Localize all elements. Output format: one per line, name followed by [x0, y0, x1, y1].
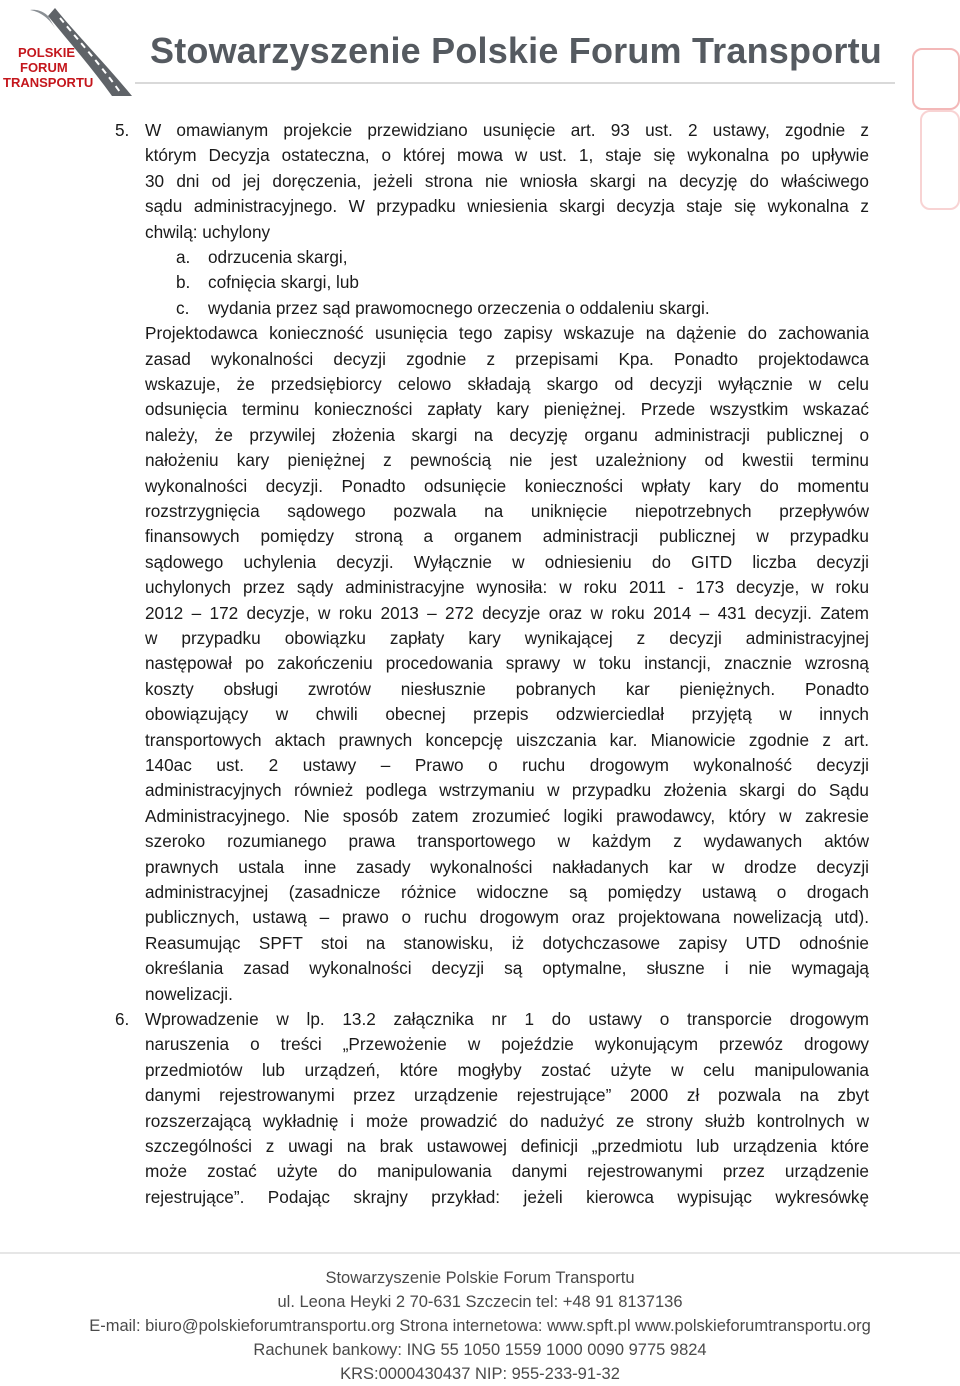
- sublist-letter: b.: [176, 272, 191, 293]
- text-line: wykonalności decyzji. Ponadto odsunięcie konieczności wpłaty kary do momentu: [145, 475, 869, 496]
- text-line: Reasumując SPFT stoi na stanowisku, iż dotychczasowe zapisy UTD odnośnie: [145, 932, 869, 953]
- text-line: nałożeniu kary pieniężnej z pewnością nie jest uzależniony od kwestii terminu: [145, 450, 869, 471]
- footer-address: ul. Leona Heyki 2 70-631 Szczecin tel: +48 91 8137136: [277, 1293, 683, 1311]
- text-line: naruszenia o treści „Przewożenie w pojeździe wykonującym przewóz drogowy: [145, 1034, 869, 1055]
- text-line: sądowego uchylenia decyzji. Wyłącznie w odniesieniu do GITD liczba decyzji: [145, 551, 869, 572]
- text-line: obowiązujący w chwili obecnej przepis odzwierciedlał przyjętą w innych: [145, 704, 869, 725]
- text-line: należy, że przywilej złożenia skargi na decyzję organu administracji publicznej o: [145, 424, 869, 445]
- logo-text-line2: FORUM: [20, 60, 68, 75]
- logo-text-line3: TRANSPORTU: [3, 75, 94, 90]
- text-line: administracyjnej (zasadnicze różnice widoczne są pomiędzy ustawą o drogach: [145, 882, 869, 902]
- text-line: administracyjnych również podlega wstrzymaniu w przypadku złożenia skargi do Sądu: [145, 780, 869, 801]
- decorative-frame-top: [912, 48, 960, 110]
- item-number-6: 6.: [115, 1009, 130, 1029]
- sublist-text: wydania przez sąd prawomocnego orzeczenia o oddaleniu skargi.: [208, 297, 710, 318]
- text-line: określania zasad wykonalności decyzji są optymalne, słuszne i nie wymagają: [145, 958, 869, 979]
- text-line: Administracyjnego. Nie sposób zatem zrozumieć logiki prawodawcy, który w zakresie: [145, 805, 869, 826]
- text-line: rozszerzającą wykładnię i może prowadzić do nadużyć ze strony służb kontrolnych w: [145, 1110, 869, 1131]
- text-line: wskazuje, że przedsiębiorcy celowo składają skargo od decyzji wyłącznie w celu: [145, 374, 869, 394]
- footer-registry: KRS:0000430437 NIP: 955-233-91-32: [340, 1365, 620, 1383]
- letterhead: [0, 0, 960, 110]
- footer-org-name: Stowarzyszenie Polskie Forum Transportu: [325, 1269, 635, 1287]
- text-line: zasad wykonalności decyzji zgodnie z przepisami Kpa. Ponadto projektodawca: [145, 348, 869, 369]
- text-line: rejestrujące”. Podając skrajny przykład: jeżeli kierowca wypisując wykresówkę: [145, 1186, 869, 1207]
- text-line: rozstrzygnięcia sądowego pozwala na uniknięcie niepotrzebnych przepływów: [145, 501, 869, 521]
- header-divider: [135, 82, 895, 84]
- text-line: prawnych ustala inne zasady wykonalności nakładanych kar w drodze decyzji: [145, 856, 869, 877]
- sublist-letter: a.: [176, 247, 191, 267]
- text-line: Wprowadzenie w lp. 13.2 załącznika nr 1 do ustawy o transporcie drogowym: [145, 1009, 869, 1029]
- text-line: może zostać użyte do manipulowania danymi rejestrowanymi przez urządzenie: [145, 1161, 869, 1182]
- text-line: publicznych, ustawą – prawo o ruchu drogowym oraz projektowana nowelizacją utd).: [145, 907, 869, 928]
- text-line: w przypadku obowiązku zapłaty kary wynikającej z decyzji administracyjnej: [145, 628, 869, 648]
- text-line: uchylonych przez sądy administracyjne wynosiła: w roku 2011 - 173 decyzje, w roku: [145, 577, 869, 598]
- text-line: szczególności z uwagi na brak ustawowej definicji „przedmiotu lub urządzenia które: [145, 1136, 869, 1156]
- text-line: koszty obsługi zwrotów niesłusznie pobranych kar pieniężnych. Ponadto: [145, 678, 869, 699]
- text-line: sądu administracyjnego. W przypadku wniesienia skargi decyzja staje się wykonalna z: [145, 196, 869, 217]
- sublist-letter: c.: [176, 297, 190, 318]
- item-number-5: 5.: [115, 120, 130, 140]
- text-line: odsunięcia terminu konieczności zapłaty kary pieniężnej. Przede wszystkim wskazać: [145, 399, 869, 420]
- sublist-text: odrzucenia skargi,: [208, 247, 348, 267]
- text-line: chwilą: uchylony: [145, 221, 271, 242]
- footer-bank-account: Rachunek bankowy: ING 55 1050 1559 1000 0090 9775 9824: [253, 1341, 707, 1359]
- text-line: nowelizacji.: [145, 983, 233, 1004]
- text-line: przedmiotów lub urządzeń, które mogłyby zostać użyte w celu manipulowania: [145, 1059, 869, 1080]
- text-line: Projektodawca konieczność usunięcia tego zapisy wskazuje na dążenie do zachowania: [145, 323, 869, 344]
- text-line: danymi rejestrowanymi przez urządzenie rejestrujące” 2000 zł pozwala na zbyt: [145, 1085, 869, 1106]
- text-line: następował po zakończeniu procedowania sprawy w toku instancji, znacznie wzrosną: [145, 653, 869, 674]
- sublist-text: cofnięcia skargi, lub: [208, 272, 359, 293]
- text-line: 140ac ust. 2 ustawy – Prawo o ruchu drogowym wykonalność decyzji: [145, 755, 869, 775]
- decorative-frame-side: [920, 110, 960, 210]
- text-line: którym Decyzja ostateczna, o której mowa w ust. 1, staje się wykonalna po upływie: [145, 145, 869, 166]
- text-line: finansowych pomiędzy stroną a organem administracji publicznej w przypadku: [145, 526, 869, 547]
- footer-divider: [0, 1252, 960, 1254]
- text-line: szeroko rozumianego prawa transportowego w każdym z wydawanych aktów: [145, 831, 869, 852]
- text-line: W omawianym projekcie przewidziano usunięcie art. 93 ust. 2 ustawy, zgodnie z: [145, 120, 869, 140]
- spft-logo: [0, 8, 140, 100]
- text-line: 2012 – 172 decyzje, w roku 2013 – 272 decyzje oraz w roku 2014 – 431 decyzji. Zatem: [145, 602, 869, 623]
- footer-contact: E-mail: biuro@polskieforumtransportu.org Strona internetowa: www.spft.pl www.polskieforumtransportu.org: [89, 1317, 871, 1335]
- org-title: Stowarzyszenie Polskie Forum Transportu: [150, 30, 882, 71]
- logo-text-line1: POLSKIE: [18, 45, 76, 60]
- text-line: 30 dni od jej doręczenia, jeżeli strona nie wniosła skargi na decyzję do właściwego: [145, 170, 869, 191]
- text-line: transportowych aktach prawnych koncepcję uiszczania kar. Mianowicie zgodnie z art.: [145, 729, 869, 750]
